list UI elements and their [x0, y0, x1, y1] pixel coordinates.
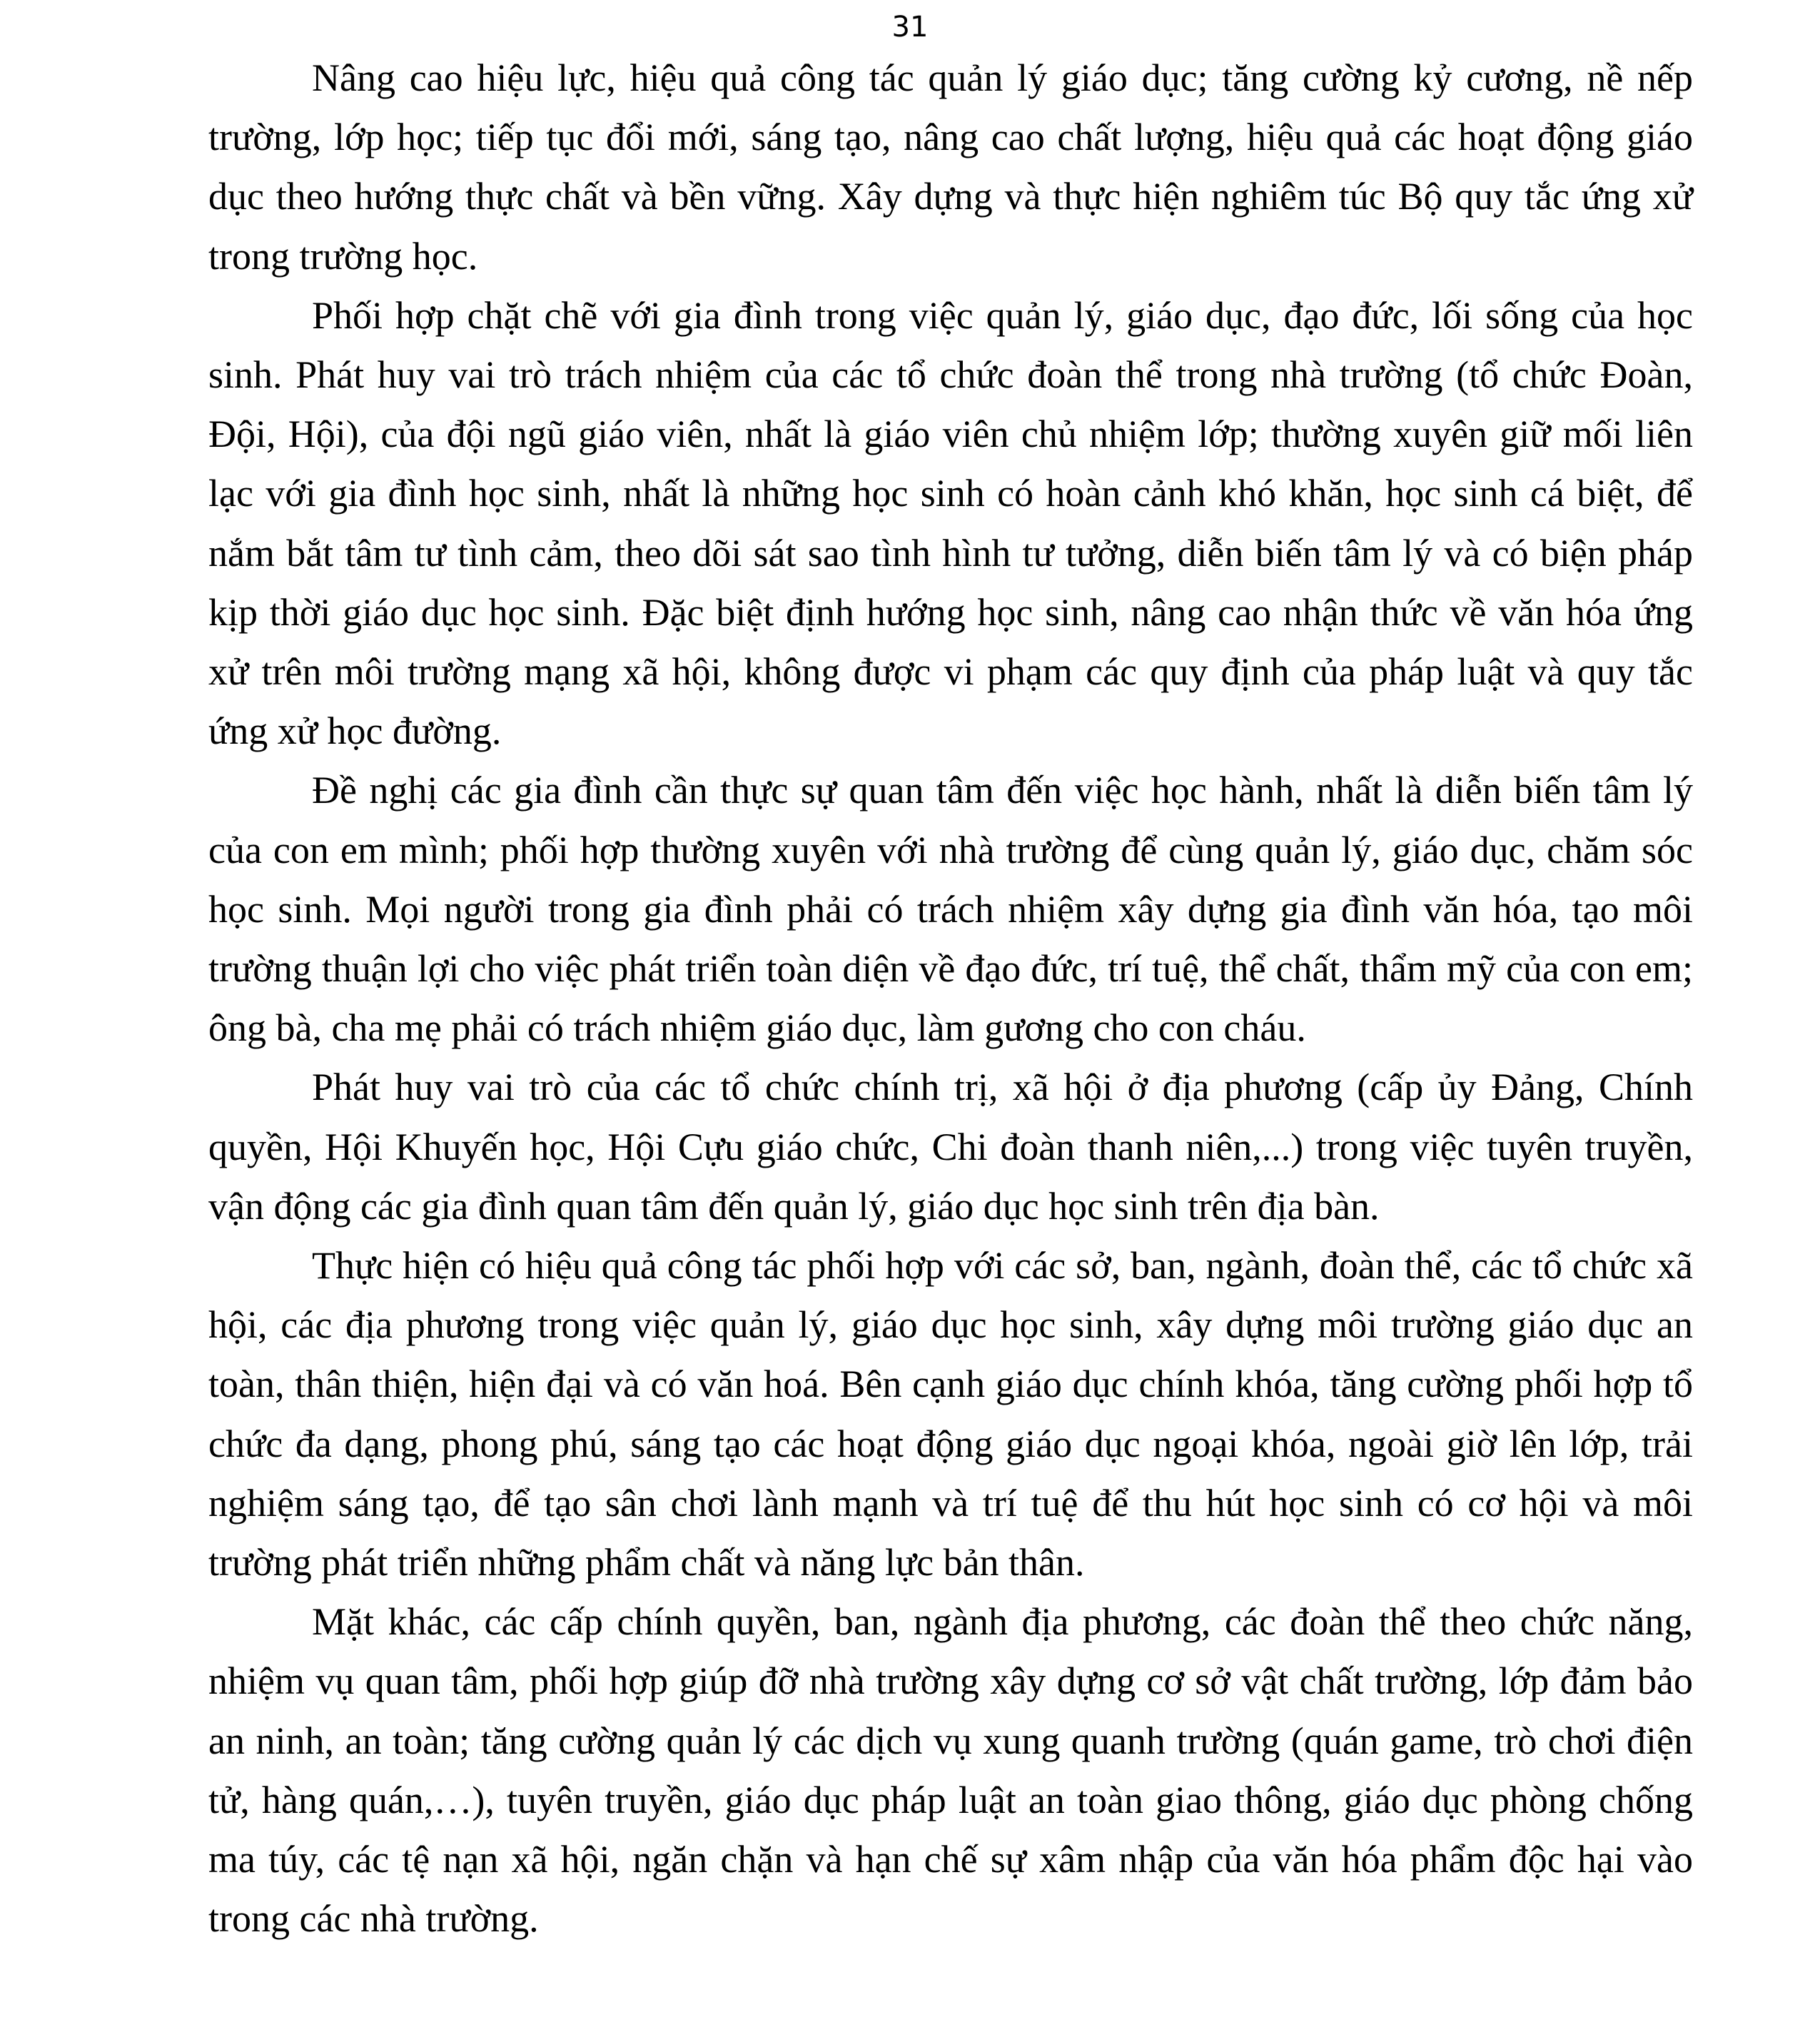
paragraph-3: Đề nghị các gia đình cần thực sự quan tâm đến việc học hành, nhất là diễn biến tâm lý của con em mình; phối hợp thường xuyên với nhà trường để cùng quản lý, giáo dục, chăm sóc học sinh. Mọi người trong gia đình phải có trách nhiệm xây dựng gia đình văn hóa, tạo môi trường thuận lợi cho việc phát triển toàn diện về đạo đức, trí tuệ, thể chất, thẩm mỹ của con em; ông bà, cha mẹ phải có trách nhiệm giáo dục, làm gương cho con cháu.	[208, 769, 1693, 1050]
paragraph-2: Phối hợp chặt chẽ với gia đình trong việc quản lý, giáo dục, đạo đức, lối sống của học sinh. Phát huy vai trò trách nhiệm của các tổ chức đoàn thể trong nhà trường (tổ chức Đoàn, Đội, Hội), của đội ngũ giáo viên, nhất là giáo viên chủ nhiệm lớp; thường xuyên giữ mối liên lạc với gia đình học sinh, nhất là những học sinh có hoàn cảnh khó khăn, học sinh cá biệt, để nắm bắt tâm tư tình cảm, theo dõi sát sao tình hình tư tưởng, diễn biến tâm lý và có biện pháp kịp thời giáo dục học sinh. Đặc biệt định hướng học sinh, nâng cao nhận thức về văn hóa ứng xử trên môi trường mạng xã hội, không được vi phạm các quy định của pháp luật và quy tắc ứng xử học đường.	[208, 293, 1693, 753]
page-number: 31	[891, 11, 929, 44]
document-body	[208, 49, 1693, 1949]
paragraph-1: Nâng cao hiệu lực, hiệu quả công tác quản lý giáo dục; tăng cường kỷ cương, nề nếp trường, lớp học; tiếp tục đổi mới, sáng tạo, nâng cao chất lượng, hiệu quả các hoạt động giáo dục theo hướng thực chất và bền vững. Xây dựng và thực hiện nghiêm túc Bộ quy tắc ứng xử trong trường học.	[208, 56, 1693, 278]
paragraph-4: Phát huy vai trò của các tổ chức chính trị, xã hội ở địa phương (cấp ủy Đảng, Chính quyền, Hội Khuyến học, Hội Cựu giáo chức, Chi đoàn thanh niên,...) trong việc tuyên truyền, vận động các gia đình quan tâm đến quản lý, giáo dục học sinh trên địa bàn.	[208, 1066, 1693, 1228]
paragraph-6: Mặt khác, các cấp chính quyền, ban, ngành địa phương, các đoàn thể theo chức năng, nhiệm vụ quan tâm, phối hợp giúp đỡ nhà trường xây dựng cơ sở vật chất trường, lớp đảm bảo an ninh, an toàn; tăng cường quản lý các dịch vụ xung quanh trường (quán game, trò chơi điện tử, hàng quán,…), tuyên truyền, giáo dục pháp luật an toàn giao thông, giáo dục phòng chống ma túy, các tệ nạn xã hội, ngăn chặn và hạn chế sự xâm nhập của văn hóa phẩm độc hại vào trong các nhà trường.	[208, 1600, 1693, 1941]
paragraph-5: Thực hiện có hiệu quả công tác phối hợp với các sở, ban, ngành, đoàn thể, các tổ chức xã hội, các địa phương trong việc quản lý, giáo dục học sinh, xây dựng môi trường giáo dục an toàn, thân thiện, hiện đại và có văn hoá. Bên cạnh giáo dục chính khóa, tăng cường phối hợp tổ chức đa dạng, phong phú, sáng tạo các hoạt động giáo dục ngoại khóa, ngoài giờ lên lớp, trải nghiệm sáng tạo, để tạo sân chơi lành mạnh và trí tuệ để thu hút học sinh có cơ hội và môi trường phát triển những phẩm chất và năng lực bản thân.	[208, 1244, 1693, 1584]
